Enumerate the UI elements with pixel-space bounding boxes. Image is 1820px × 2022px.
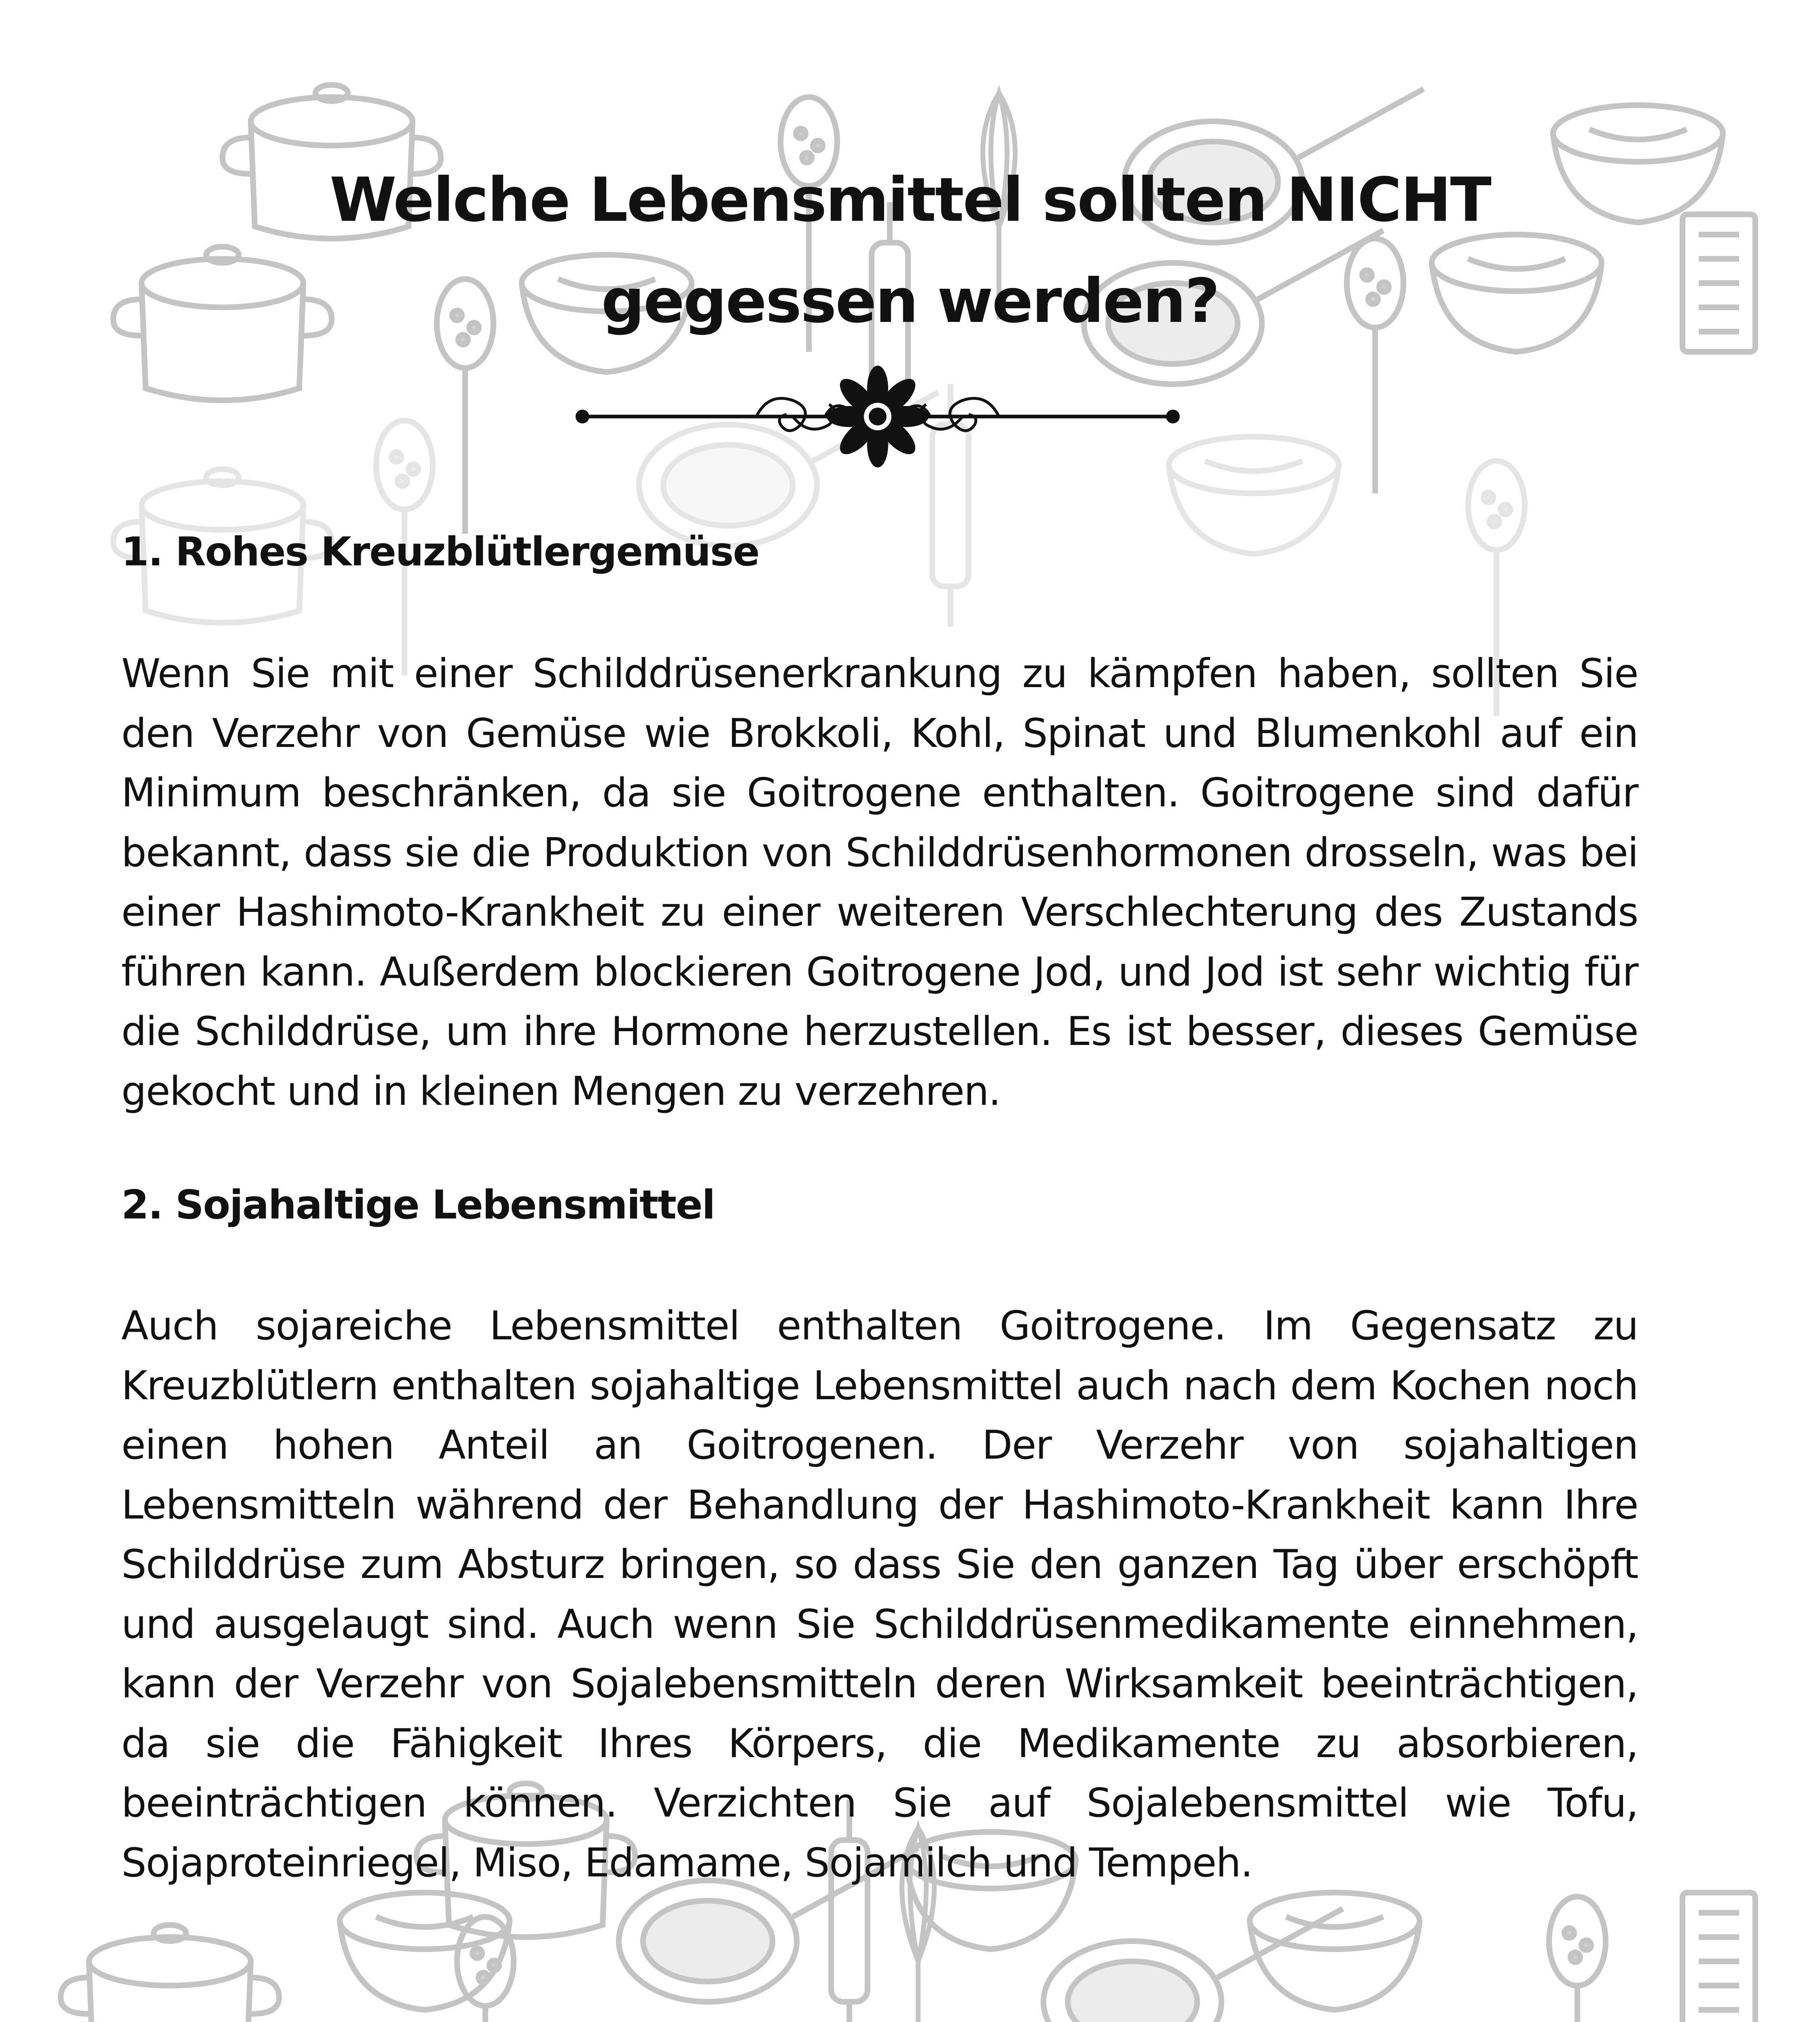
section-body-2: Auch sojareiche Lebensmittel enthalten Goitrogene. Im Gegensatz zu Kreuzblütlern enthalten sojahaltige Lebensmittel auch nach dem Kochen noch einen hohen Anteil an Goitrogenen. Der Verzehr von sojahaltigen Lebensmitteln während der Behandlung der Hashimoto-Krankheit kann Ihre Schilddrüse zum Absturz bringen, so dass Sie den ganzen Tag über erschöpft und ausgelaugt sind. Auch wenn Sie Schilddrüsenmedikamente einnehmen, kann der Verzehr von Sojalebensmitteln deren Wirksamkeit beeinträchtigen, da sie die Fähigkeit Ihres Körpers, die Medikamente zu absorbieren, beeinträchtigen können. Verzichten Sie auf Sojalebensmittel wie Tofu, Sojaproteinriegel, Miso, Edamame, Sojamilch und Tempeh. bbox=[121, 1303, 1638, 1886]
page-title-line-1: Welche Lebensmittel sollten NICHT bbox=[330, 165, 1490, 235]
section-heading-2: 2. Sojahaltige Lebensmittel bbox=[121, 1182, 715, 1228]
section-heading-1: 1. Rohes Kreuzblütlergemüse bbox=[121, 529, 759, 575]
page-title-line-2: gegessen werden? bbox=[601, 266, 1219, 336]
page-title bbox=[283, 150, 1537, 352]
section-body-1: Wenn Sie mit einer Schilddrüsenerkrankung zu kämpfen haben, sollten Sie den Verzehr von Gemüse wie Brokkoli, Kohl, Spinat und Blumenkohl auf ein Minimum beschränken, da sie Goitrogene enthalten. Goitrogene sind dafür bekannt, dass sie die Produktion von Schilddrüsenhormonen drosseln, was bei einer Hashimoto-Krankheit zu einer weiteren Verschlechterung des Zustands führen kann. Außerdem blockieren Goitrogene Jod, und Jod ist sehr wichtig für die Schilddrüse, um ihre Hormone herzustellen. Es ist besser, dieses Gemüse gekocht und in kleinen Mengen zu verzehren. bbox=[121, 651, 1638, 1115]
flower-divider-ornament bbox=[566, 364, 1189, 469]
